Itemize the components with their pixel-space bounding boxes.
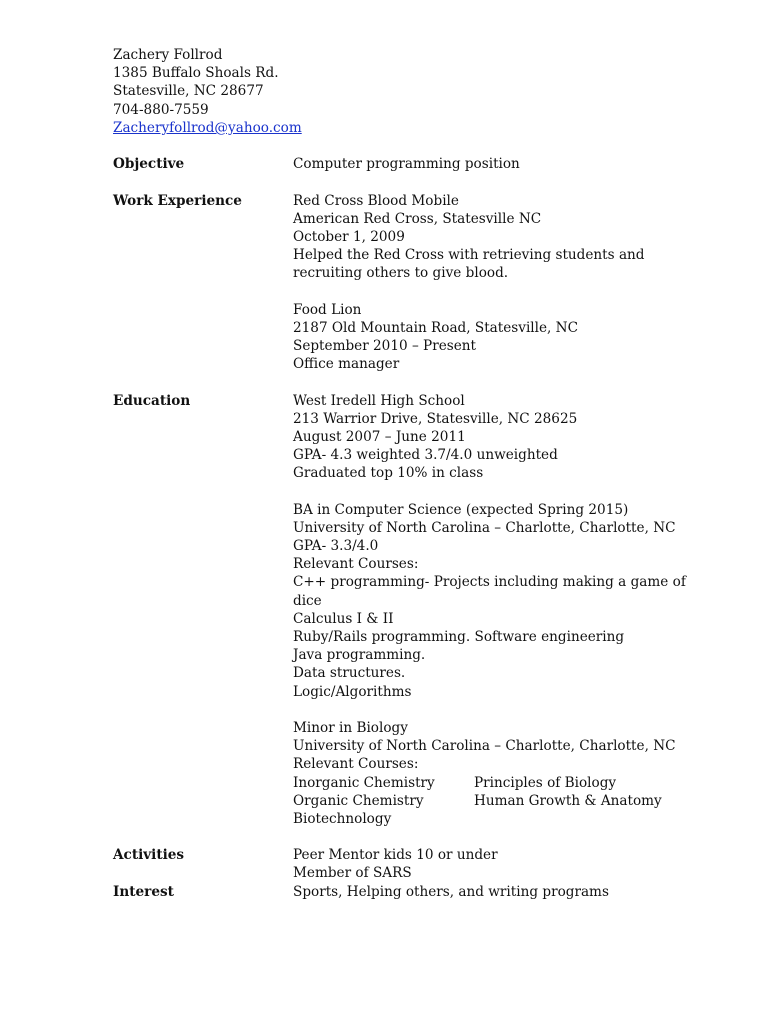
degree-line: Logic/Algorithms xyxy=(293,683,412,700)
degree-line: Ruby/Rails programming. Software engineering xyxy=(293,629,625,645)
job-line: 2187 Old Mountain Road, Statesville, NC xyxy=(293,319,578,336)
degree-line: Calculus I & II xyxy=(293,610,394,627)
job-line: American Red Cross, Statesville NC xyxy=(293,210,542,227)
school-line: West Iredell High School xyxy=(293,392,465,409)
work-experience-heading: Work Experience xyxy=(113,192,242,209)
activities-section xyxy=(113,846,673,882)
activities-heading: Activities xyxy=(113,847,185,864)
contact-address-line-2: Statesville, NC 28677 xyxy=(113,83,264,100)
contact-name: Zachery Follrod xyxy=(113,47,223,63)
minor-course: Biotechnology xyxy=(293,810,392,827)
degree-line: GPA- 3.3/4.0 xyxy=(293,538,379,555)
activity-line: Peer Mentor kids 10 or under xyxy=(293,847,498,864)
school-line: GPA- 4.3 weighted 3.7/4.0 unweighted xyxy=(293,447,558,464)
contact-block xyxy=(113,46,673,137)
interest-text: Sports, Helping others, and writing programs xyxy=(293,883,609,900)
degree-line: University of North Carolina – Charlotte, Charlotte, NC xyxy=(293,519,676,536)
minor-course-row xyxy=(293,774,686,792)
minor-course: Human Growth & Anatomy xyxy=(474,792,662,809)
job-line: September 2010 – Present xyxy=(293,338,476,354)
objective-heading: Objective xyxy=(113,156,185,173)
job-line: Red Cross Blood Mobile xyxy=(293,192,459,209)
minor-course: Principles of Biology xyxy=(474,774,617,791)
degree-line: dice xyxy=(293,592,322,609)
degree-line: Relevant Courses: xyxy=(293,556,419,573)
minor-course: Organic Chemistry xyxy=(293,792,424,809)
education-heading: Education xyxy=(113,392,191,409)
degree-line: BA in Computer Science (expected Spring 2015) xyxy=(293,501,629,518)
interest-heading: Interest xyxy=(113,883,174,900)
minor-course-row xyxy=(293,810,686,828)
contact-email-link[interactable]: Zacheryfollrod@yahoo.com xyxy=(113,119,302,136)
interest-section xyxy=(113,883,673,901)
activity-line: Member of SARS xyxy=(293,865,412,882)
minor-line: Relevant Courses: xyxy=(293,756,419,773)
minor-line: University of North Carolina – Charlotte, Charlotte, NC xyxy=(293,738,676,755)
job-line: Helped the Red Cross with retrieving students and xyxy=(293,247,645,264)
education-section xyxy=(113,392,686,829)
school-line: August 2007 – June 2011 xyxy=(293,428,466,445)
minor-course-row xyxy=(293,792,686,810)
contact-address-line-1: 1385 Buffalo Shoals Rd. xyxy=(113,65,279,82)
job-line: October 1, 2009 xyxy=(293,228,405,245)
degree-line: C++ programming- Projects including making a game of xyxy=(293,574,686,591)
minor-course: Inorganic Chemistry xyxy=(293,774,435,791)
job-line: recruiting others to give blood. xyxy=(293,265,509,282)
minor-line: Minor in Biology xyxy=(293,719,408,736)
job-line: Office manager xyxy=(293,356,400,373)
school-line: 213 Warrior Drive, Statesville, NC 28625 xyxy=(293,410,578,427)
objective-section xyxy=(113,155,673,173)
job-line: Food Lion xyxy=(293,301,362,318)
objective-text: Computer programming position xyxy=(293,156,520,173)
work-experience-section xyxy=(113,192,673,374)
degree-line: Data structures. xyxy=(293,665,406,682)
contact-phone: 704-880-7559 xyxy=(113,101,209,118)
school-line: Graduated top 10% in class xyxy=(293,465,484,482)
degree-line: Java programming. xyxy=(293,647,426,664)
resume-page xyxy=(113,46,686,901)
